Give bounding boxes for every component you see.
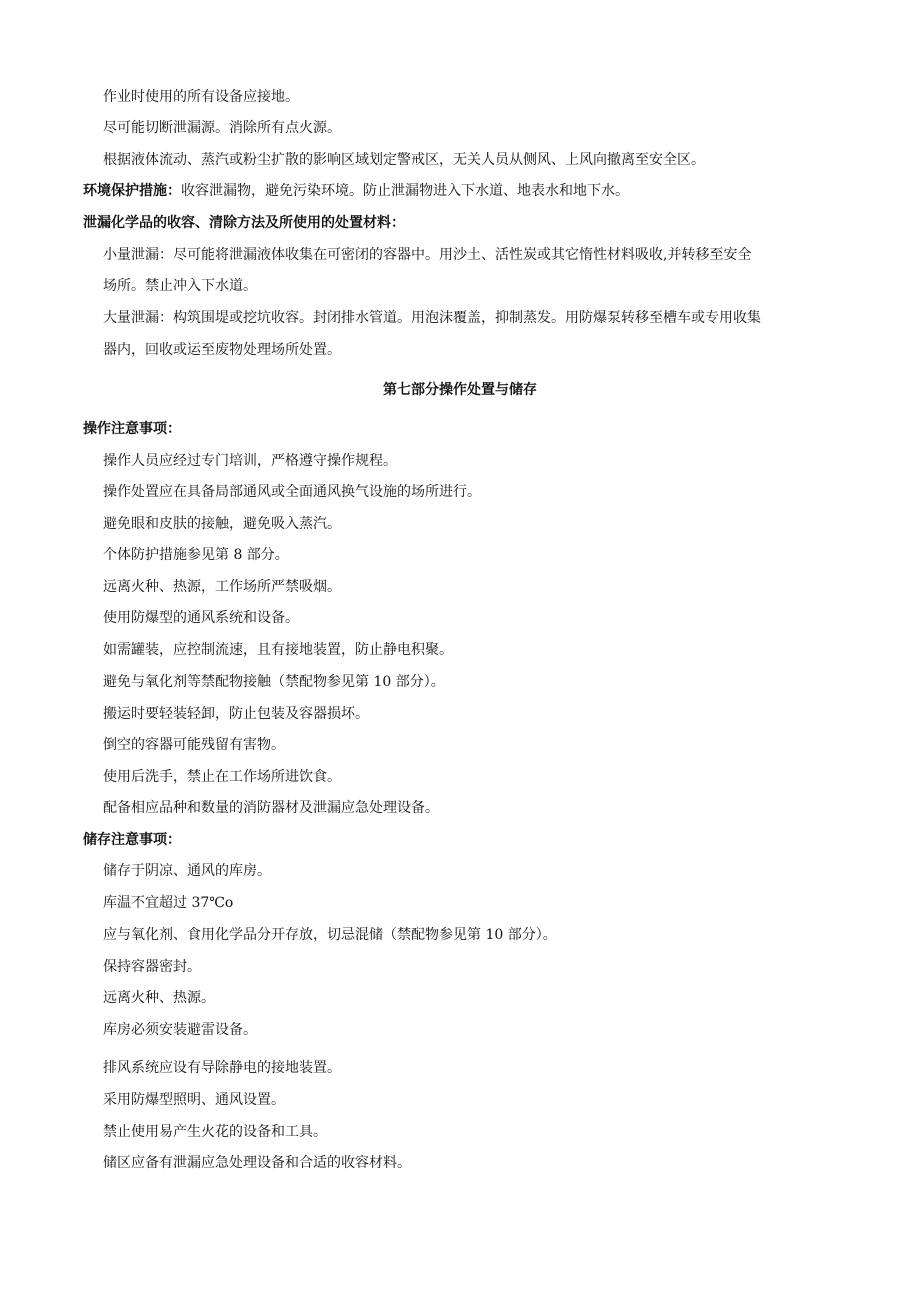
small-spill-line-1: 小量泄漏：尽可能将泄漏液体收集在可密闭的容器中。用沙土、活性炭或其它惰性材料吸收,并转移至安全 xyxy=(103,247,752,263)
storage-item: 库温不宜超过 37℃o xyxy=(103,895,234,911)
storage-item: 库房必须安装避雷设备。 xyxy=(103,1022,257,1038)
handling-item: 避免眼和皮肤的接触，避免吸入蒸汽。 xyxy=(103,516,341,532)
handling-item: 操作处置应在具备局部通风或全面通风换气设施的场所进行。 xyxy=(103,484,481,500)
storage-item: 应与氧化剂、食用化学品分开存放，切忌混储（禁配物参见第 10 部分）。 xyxy=(103,927,557,943)
text-line: 根据液体流动、蒸汽或粉尘扩散的影响区域划定警戒区，无关人员从侧风、上风向撤离至安全区。 xyxy=(103,152,705,168)
handling-item: 使用后洗手，禁止在工作场所进饮食。 xyxy=(103,769,341,785)
storage-item: 保持容器密封。 xyxy=(103,959,201,975)
text-line: 作业时使用的所有设备应接地。 xyxy=(103,89,299,105)
handling-item: 如需罐装，应控制流速，且有接地装置，防止静电积聚。 xyxy=(103,642,453,658)
storage-heading: 储存注意事项： xyxy=(83,832,181,848)
storage-item: 排风系统应设有导除静电的接地装置。 xyxy=(103,1060,341,1076)
handling-item: 配备相应品种和数量的消防器材及泄漏应急处理设备。 xyxy=(103,800,439,816)
storage-item: 采用防爆型照明、通风设置。 xyxy=(103,1092,285,1108)
handling-item: 使用防爆型的通风系统和设备。 xyxy=(103,610,299,626)
cleanup-heading: 泄漏化学品的收容、清除方法及所使用的处置材料： xyxy=(83,215,405,231)
environment-paragraph xyxy=(83,181,629,201)
storage-item: 储存于阴凉、通风的库房。 xyxy=(103,863,271,879)
handling-item: 倒空的容器可能残留有害物。 xyxy=(103,737,285,753)
text-line: 尽可能切断泄漏源。消除所有点火源。 xyxy=(103,120,341,136)
small-spill-line-2: 场所。禁止冲入下水道。 xyxy=(103,278,257,294)
handling-item: 操作人员应经过专门培训，严格遵守操作规程。 xyxy=(103,453,397,469)
large-spill-line-1: 大量泄漏：构筑围堤或挖坑收容。封闭排水管道。用泡沫覆盖，抑制蒸发。用防爆泵转移至槽车或专用收集 xyxy=(103,310,761,326)
storage-item: 禁止使用易产生火花的设备和工具。 xyxy=(103,1124,327,1140)
storage-item: 储区应备有泄漏应急处理设备和合适的收容材料。 xyxy=(103,1155,411,1171)
environment-text: 收容泄漏物，避免污染环境。防止泄漏物进入下水道、地表水和地下水。 xyxy=(181,183,629,199)
handling-item: 个体防护措施参见第 8 部分。 xyxy=(103,547,289,563)
handling-item: 远离火种、热源，工作场所严禁吸烟。 xyxy=(103,579,341,595)
handling-heading: 操作注意事项： xyxy=(83,421,181,437)
large-spill-line-2: 器内，回收或运至废物处理场所处置。 xyxy=(103,342,341,358)
handling-item: 搬运时要轻装轻卸，防止包装及容器损坏。 xyxy=(103,706,369,722)
storage-item: 远离火种、热源。 xyxy=(103,990,215,1006)
section-title: 第七部分操作处置与储存 xyxy=(383,382,537,398)
handling-item: 避免与氧化剂等禁配物接触（禁配物参见第 10 部分）。 xyxy=(103,674,445,690)
environment-label: 环境保护措施： xyxy=(83,183,181,199)
